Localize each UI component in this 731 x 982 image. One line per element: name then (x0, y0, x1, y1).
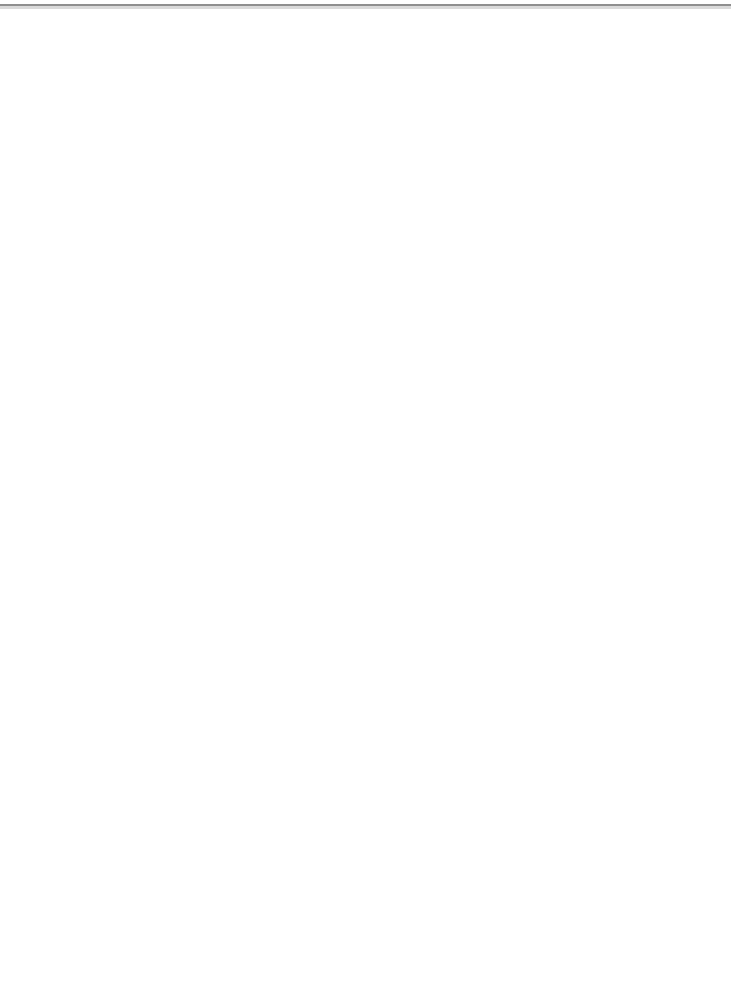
page-bottom-edge (0, 4, 731, 9)
